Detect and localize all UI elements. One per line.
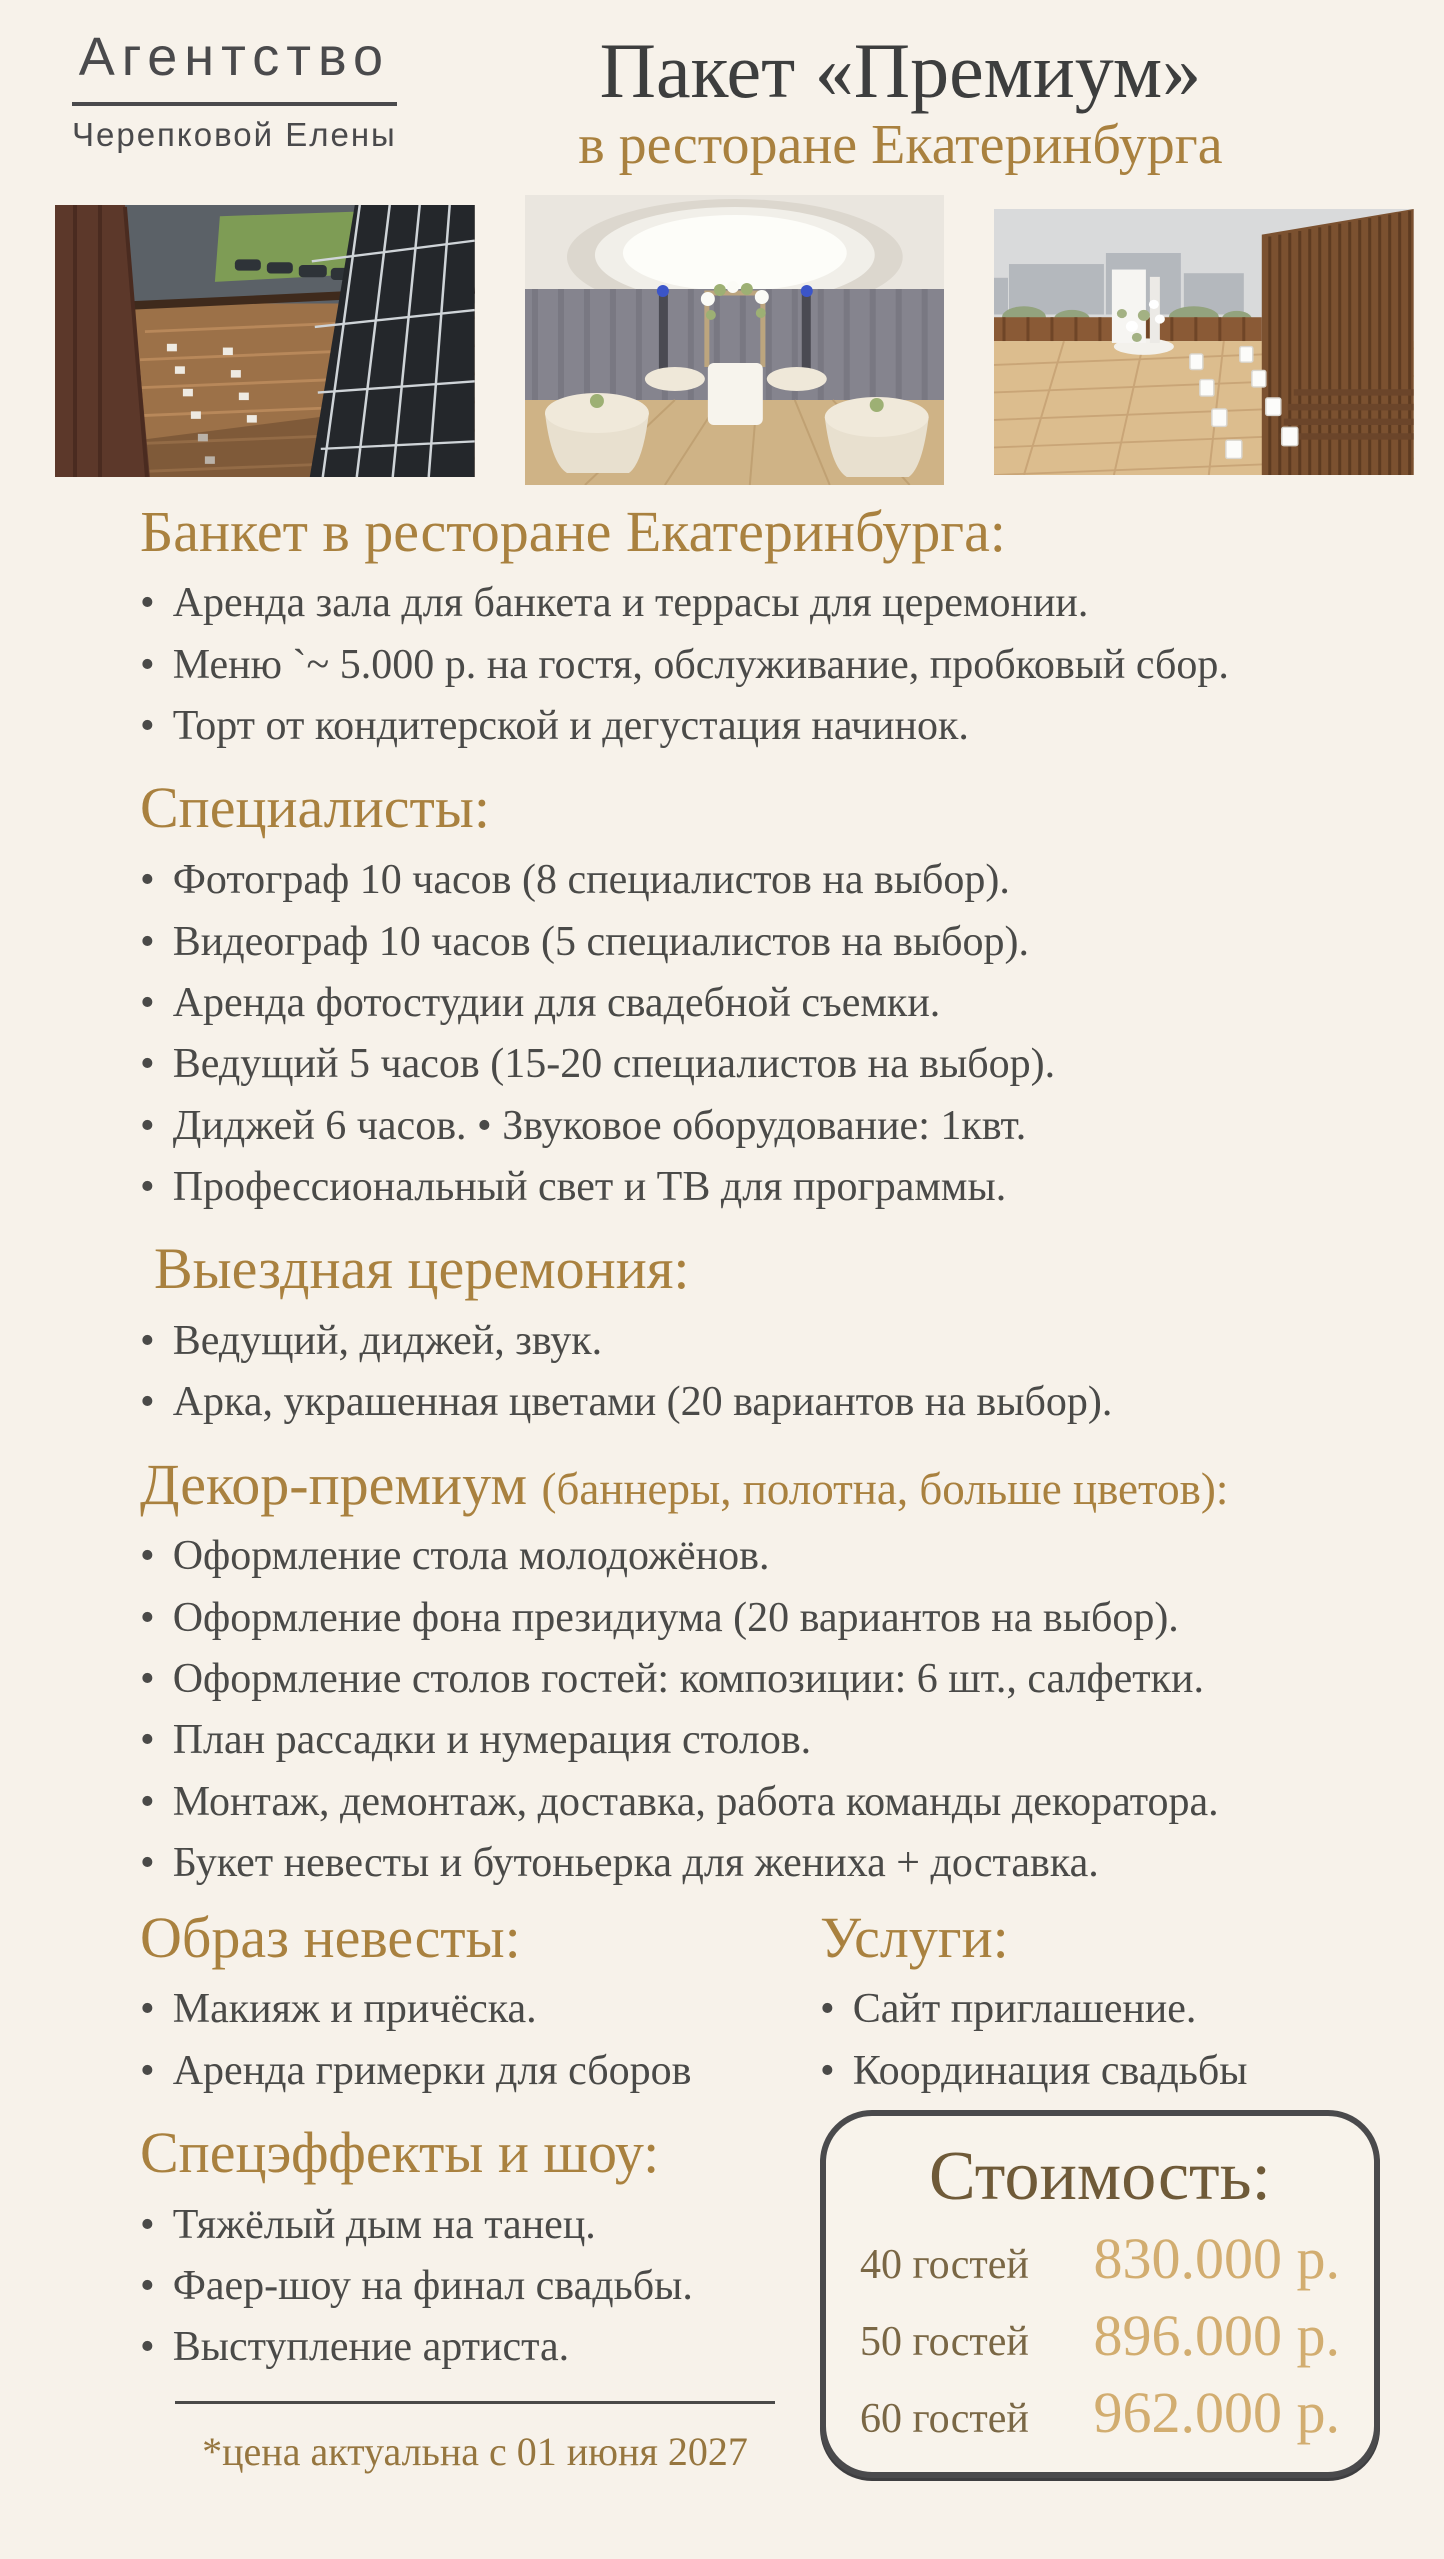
pricing-row bbox=[860, 2225, 1340, 2292]
two-column-block bbox=[140, 1905, 1414, 2478]
section-specialists bbox=[140, 775, 1414, 1210]
header bbox=[0, 0, 1444, 175]
list-item: • Выступление артиста. bbox=[140, 2325, 820, 2370]
list-item: • Меню ˋ~ 5.000 р. на гостя, обслуживание, пробковый сбор. bbox=[140, 643, 1414, 688]
left-column bbox=[140, 1905, 820, 2478]
section-ceremony bbox=[140, 1236, 1414, 1425]
list-item: • Букет невесты и бутоньерка для жениха + доставка. bbox=[140, 1841, 1414, 1886]
list-item: • Аренда фотостудии для свадебной съемки. bbox=[140, 981, 1414, 1026]
banquet-hall-image bbox=[525, 195, 945, 485]
section-effects bbox=[140, 2120, 820, 2371]
content bbox=[0, 499, 1444, 2478]
list-item: • Сайт приглашение. bbox=[820, 1987, 1414, 2032]
ceremony-terrace-image bbox=[994, 209, 1414, 475]
list-item: • Макияж и причёска. bbox=[140, 1987, 820, 2032]
pricing-card bbox=[820, 2110, 1380, 2478]
list-item: • Ведущий, диджей, звук. bbox=[140, 1319, 1414, 1364]
venue-photo-ceremony-terrace bbox=[994, 209, 1414, 475]
section-bride bbox=[140, 1905, 820, 2094]
logo-subtitle: Черепковой Елены bbox=[72, 116, 397, 153]
price-value: 962.000 р. bbox=[1093, 2379, 1340, 2445]
list-item: • План рассадки и нумерация столов. bbox=[140, 1718, 1414, 1763]
effects-heading: Спецэффекты и шоу: bbox=[140, 2119, 660, 2185]
list-item: • Видеограф 10 часов (5 специалистов на выбор). bbox=[140, 920, 1414, 965]
right-column bbox=[820, 1905, 1414, 2478]
guests-label: 50 гостей bbox=[860, 2318, 1029, 2365]
price-value: 896.000 р. bbox=[1093, 2302, 1340, 2368]
price-validity-note: *цена актуальна с 01 июня 2027 bbox=[202, 2428, 748, 2474]
effects-list bbox=[140, 2203, 820, 2371]
banquet-list bbox=[140, 581, 1414, 749]
pricing-row bbox=[860, 2379, 1340, 2446]
list-item: • Тяжёлый дым на танец. bbox=[140, 2203, 820, 2248]
title-block bbox=[397, 26, 1414, 175]
venue-photo-banquet-hall bbox=[525, 195, 945, 485]
bride-list bbox=[140, 1987, 820, 2094]
pricing-title: Стоимость: bbox=[929, 2137, 1271, 2215]
list-item: • Фаер-шоу на финал свадьбы. bbox=[140, 2264, 820, 2309]
list-item: • Аренда гримерки для сборов bbox=[140, 2049, 820, 2094]
list-item: • Профессиональный свет и ТВ для программы. bbox=[140, 1165, 1414, 1210]
list-item: • Оформление столов гостей: композиции: 6 шт., салфетки. bbox=[140, 1657, 1414, 1702]
section-services bbox=[820, 1905, 1414, 2094]
decor-heading-main: Декор-премиум bbox=[140, 1451, 528, 1517]
list-item: • Фотограф 10 часов (8 специалистов на выбор). bbox=[140, 858, 1414, 903]
package-title: Пакет «Премиум» bbox=[599, 27, 1202, 114]
list-item: • Аренда зала для банкета и террасы для церемонии. bbox=[140, 581, 1414, 626]
banquet-heading: Банкет в ресторане Екатеринбурга: bbox=[140, 498, 1006, 564]
venue-photo-terrace-aerial bbox=[55, 205, 475, 477]
list-item: • Диджей 6 часов. • Звуковое оборудование: 1квт. bbox=[140, 1104, 1414, 1149]
logo-title: Агентство bbox=[72, 26, 397, 106]
ceremony-heading: Выездная церемония: bbox=[154, 1236, 690, 1302]
decor-list bbox=[140, 1534, 1414, 1886]
list-item: • Оформление фона президиума (20 вариантов на выбор). bbox=[140, 1596, 1414, 1641]
decor-heading bbox=[140, 1452, 1414, 1519]
section-decor bbox=[140, 1452, 1414, 1887]
bride-heading: Образ невесты: bbox=[140, 1904, 521, 1970]
photo-row bbox=[0, 175, 1444, 485]
divider-line bbox=[175, 2401, 775, 2404]
list-item: • Торт от кондитерской и дегустация начинок. bbox=[140, 704, 1414, 749]
section-banquet bbox=[140, 499, 1414, 750]
guests-label: 40 гостей bbox=[860, 2241, 1029, 2288]
terrace-aerial-image bbox=[55, 205, 475, 477]
services-list bbox=[820, 1987, 1414, 2094]
decor-heading-note: (баннеры, полотна, больше цветов): bbox=[541, 1463, 1229, 1514]
list-item: • Ведущий 5 часов (15-20 специалистов на выбор). bbox=[140, 1042, 1414, 1087]
specialists-list bbox=[140, 858, 1414, 1210]
ceremony-list bbox=[140, 1319, 1414, 1426]
pricing-row bbox=[860, 2302, 1340, 2369]
guests-label: 60 гостей bbox=[860, 2395, 1029, 2442]
specialists-heading: Специалисты: bbox=[140, 775, 490, 841]
list-item: • Оформление стола молодожёнов. bbox=[140, 1534, 1414, 1579]
agency-logo bbox=[72, 26, 397, 154]
list-item: • Арка, украшенная цветами (20 вариантов на выбор). bbox=[140, 1380, 1414, 1425]
services-heading: Услуги: bbox=[820, 1904, 1009, 1970]
list-item: • Монтаж, демонтаж, доставка, работа команды декоратора. bbox=[140, 1780, 1414, 1825]
price-value: 830.000 р. bbox=[1093, 2225, 1340, 2291]
list-item: • Координация свадьбы bbox=[820, 2049, 1414, 2094]
package-subtitle: в ресторане Екатеринбурга bbox=[578, 113, 1223, 176]
